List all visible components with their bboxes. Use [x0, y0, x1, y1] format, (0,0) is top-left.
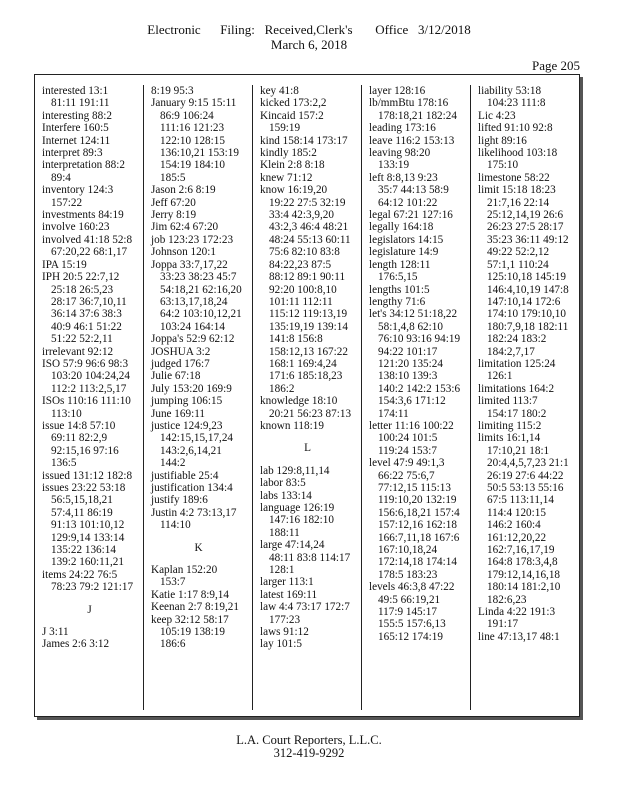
index-entry: leaving 98:20 133:19 [369, 147, 431, 172]
index-entry: latest 169:11 [260, 588, 318, 601]
index-column-1 [35, 85, 144, 710]
index-entry: key 41:8 [260, 85, 299, 97]
index-entry: Johnson 120:1 [151, 246, 216, 259]
index-column-2 [144, 85, 253, 710]
index-entry: Lic 4:23 [478, 109, 516, 122]
index-entry: limit 15:18 18:23 21:7,16 22:14 25:12,14,19 26:6 26:23 27:5 28:17 35:23 36:11 49:12 49:22 52:2,12 57:1,1 110:24 125:10,18 145:19 146:4,10,19 147:8 147:10,14 172:6 174:10 179:10,10 180:7,9,18 182:11 182:24 183:2 184:2,7,17 [478, 184, 569, 358]
index-entry: limiting 115:2 [478, 419, 542, 432]
filing-stamp-line: Electronic Filing: Received,Clerk's Office 3/12/2018 [147, 22, 471, 37]
index-entry: length 128:11 176:5,15 [369, 258, 431, 284]
index-entry: July 153:20 169:9 [151, 382, 232, 395]
index-entry: lb/mmBtu 178:16 178:18,21 182:24 [369, 97, 457, 122]
index-entry: limits 16:1,14 17:10,21 18:1 20:4,4,5,7,23 21:1 26:19 27:6 44:22 50:5 53:13 55:16 67:5 113:11,14 114:4 120:15 146:2 160:4 161:12,20,22 162:7,16,17,19 164:8 178:3,4,8 179:12,14,16,18 180:14 181:2,10 182:6,23 [478, 432, 569, 606]
index-entry: leading 173:16 [369, 122, 436, 135]
index-entry: Julie 67:18 [151, 370, 201, 383]
index-entry: irrelevant 92:12 [42, 345, 114, 358]
index-entry: items 24:22 76:5 78:23 79:2 121:17 [42, 568, 134, 594]
index-entry: justify 189:6 [151, 494, 208, 507]
index-entry: Jason 2:6 8:19 [151, 184, 216, 197]
index-entry: legal 67:21 127:16 [369, 209, 453, 222]
index-entry: level 47:9 49:1,3 66:22 75:6,7 77:12,15 115:13 119:10,20 132:19 156:6,18,21 157:4 157:12,16 162:18 166:7,11,18 167:6 167:10,18,24 172:14,18 174:14 178:5 183:23 [369, 457, 460, 581]
index-entry: lengthy 71:6 [369, 295, 426, 308]
index-entry: Internet 124:11 [42, 134, 111, 147]
index-entry: limitation 125:24 126:1 [478, 357, 556, 383]
index-entry: January 9:15 15:11 86:9 106:24 111:16 121:23 122:10 128:15 136:10,21 153:19 154:19 184:10 185:5 [151, 97, 239, 184]
index-entry: layer 128:16 [369, 85, 426, 97]
index-entry: IPH 20:5 22:7,12 25:18 26:5,23 28:17 36:7,10,11 36:14 37:6 38:3 40:9 46:1 51:22 51:22 52:2,11 [42, 271, 127, 346]
index-entry: IPA 15:19 [42, 258, 87, 271]
index-entry: legislature 14:9 [369, 246, 439, 259]
index-entry: know 16:19,20 19:22 27:5 32:19 33:4 42:3,9,20 43:2,3 46:4 48:21 48:24 55:13 60:11 75:6 82:10 83:8 84:22,23 87:5 88:12 89:1 90:11 92:20 100:8,10 101:11 112:11 115:12 119:13,19 135:19,19 139:14 141:8 156:8 158:12,13 167:22 168:1 169:4,24 171:6 185:18,23 186:2 [260, 184, 351, 395]
index-entry: Klein 2:8 8:18 [260, 159, 325, 172]
index-entry: interpretation 88:2 89:4 [42, 159, 125, 184]
index-entry: kind 158:14 173:17 [260, 134, 348, 147]
section-letter: K [194, 541, 203, 554]
index-entry: involved 41:18 52:8 67:20,22 68:1,17 [42, 233, 133, 259]
index-entry: justice 124:9,23 142:15,15,17,24 143:2,6,14,21 144:2 [151, 419, 234, 470]
index-entry: jumping 106:15 [151, 395, 223, 408]
index-entry: limestone 58:22 [478, 171, 550, 184]
index-entry: limited 113:7 154:17 180:2 [478, 395, 547, 420]
index-entry: Kaplan 152:20 153:7 [151, 564, 218, 589]
index-column-4 [362, 85, 471, 710]
page-number: Page 205 [531, 58, 580, 73]
index-entry: involve 160:23 [42, 221, 110, 234]
index-entry: large 47:14,24 48:11 83:8 114:17 128:1 [260, 539, 351, 577]
section-letter: L [304, 442, 311, 455]
index-entry: Kincaid 157:2 159:19 [260, 109, 324, 135]
index-columns [35, 85, 579, 710]
index-frame [34, 74, 580, 717]
index-entry: issue 14:8 57:10 69:11 82:2,9 92:15,16 97:16 136:5 [42, 419, 119, 470]
index-entry: J 3:11 [42, 626, 69, 639]
index-entry: Joppa 33:7,17,22 33:23 38:23 45:7 54:18,21 62:16,20 63:13,17,18,24 64:2 103:10,12,21 103:24 164:14 [151, 258, 242, 333]
index-entry: likelihood 103:18 175:10 [478, 147, 558, 172]
index-entry: known 118:19 [260, 419, 324, 432]
index-entry: Linda 4:22 191:3 191:17 [478, 606, 556, 631]
index-entry: let's 34:12 51:18,22 58:1,4,8 62:10 76:10 93:16 94:19 94:22 101:17 121:20 135:24 138:10 139:3 140:2 142:2 153:6 154:3,6 171:12 174:11 [369, 308, 461, 420]
index-entry: justification 134:4 [151, 482, 233, 494]
filing-header [0, 22, 618, 52]
index-entry: law 4:4 73:17 172:7 177:23 [260, 601, 350, 626]
index-entry: legislators 14:15 [369, 233, 444, 246]
index-entry: June 169:11 [151, 407, 205, 420]
index-entry: Jeff 67:20 [151, 196, 196, 209]
index-entry: Justin 4:2 73:13,17 114:10 [151, 506, 237, 532]
index-column-5 [471, 85, 579, 710]
index-entry: light 89:16 [478, 134, 527, 147]
index-entry: ISO 57:9 96:6 98:3 103:20 104:24,24 112:2 113:2,5,17 [42, 357, 130, 395]
index-entry: labor 83:5 [260, 477, 306, 490]
index-entry: letter 11:16 100:22 100:24 101:5 119:24 153:7 [369, 419, 454, 457]
index-entry: James 2:6 3:12 [42, 638, 110, 651]
index-entry: justifiable 25:4 [151, 469, 219, 482]
index-entry: Jerry 8:19 [151, 209, 197, 222]
index-entry: lifted 91:10 92:8 [478, 122, 553, 135]
index-entry: Interfere 160:5 [42, 122, 109, 135]
index-entry: JOSHUA 3:2 [151, 345, 211, 358]
index-entry: limitations 164:2 [478, 382, 555, 395]
index-entry: legally 164:18 [369, 221, 434, 234]
index-entry: language 126:19 147:16 182:10 188:11 [260, 502, 335, 539]
index-entry: kindly 185:2 [260, 147, 317, 160]
index-entry: issued 131:12 182:8 [42, 469, 133, 482]
reporter-footer [0, 734, 618, 760]
index-entry: judged 176:7 [151, 357, 210, 370]
index-entry: Jim 62:4 67:20 [151, 221, 219, 234]
index-entry: lay 101:5 [260, 638, 302, 651]
index-entry: liability 53:18 104:23 111:8 [478, 85, 546, 110]
index-entry: larger 113:1 [260, 576, 314, 589]
reporter-phone: 312-419-9292 [273, 746, 345, 760]
index-entry: ISOs 110:16 111:10 113:10 [42, 395, 131, 420]
index-entry: labs 133:14 [260, 489, 312, 502]
index-entry: kicked 173:2,2 [260, 97, 327, 110]
index-entry: lab 129:8,11,14 [260, 464, 330, 477]
index-entry: interpret 89:3 [42, 147, 103, 160]
index-entry: Katie 1:17 8:9,14 [151, 588, 229, 601]
index-entry: interested 13:1 81:11 191:11 [42, 85, 110, 110]
index-entry: issues 23:22 53:18 56:5,15,18,21 57:4,11 86:19 91:13 101:10,12 129:9,14 133:14 135:22 136:14 139:2 160:11,21 [42, 482, 126, 569]
index-entry: lengths 101:5 [369, 283, 430, 296]
index-entry: left 8:8,13 9:23 35:7 44:13 58:9 64:12 101:22 [369, 171, 449, 209]
index-entry: Joppa's 52:9 62:12 [151, 333, 235, 346]
index-entry: job 123:23 172:23 [151, 233, 234, 246]
reporter-name: L.A. Court Reporters, L.L.C. [236, 733, 382, 747]
filing-date-line: March 6, 2018 [270, 37, 348, 52]
index-entry: 8:19 95:3 [151, 85, 194, 97]
index-entry: laws 91:12 [260, 626, 309, 639]
index-entry: interesting 88:2 [42, 109, 112, 122]
index-entry: leave 116:2 153:13 [369, 134, 455, 147]
index-entry: levels 46:3,8 47:22 49:5 66:19,21 117:9 145:17 155:5 157:6,13 165:12 174:19 [369, 581, 455, 643]
index-entry: knew 71:12 [260, 171, 313, 184]
index-entry: investments 84:19 [42, 209, 124, 222]
index-entry: line 47:13,17 48:1 [478, 630, 560, 643]
index-entry: keep 32:12 58:17 105:19 138:19 186:6 [151, 613, 229, 651]
index-column-3 [253, 85, 362, 710]
index-entry: knowledge 18:10 20:21 56:23 87:13 [260, 395, 352, 420]
index-entry: inventory 124:3 157:22 [42, 184, 114, 209]
section-letter: J [87, 603, 92, 616]
index-entry: Keenan 2:7 8:19,21 [151, 601, 239, 614]
